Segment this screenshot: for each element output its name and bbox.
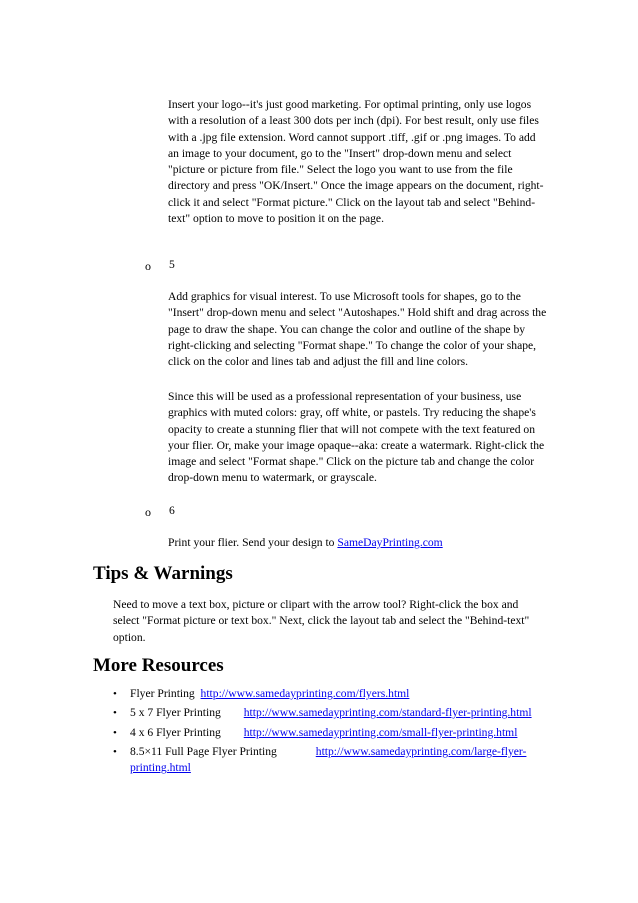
bullet-icon: • — [113, 688, 117, 700]
step-6-text — [168, 535, 548, 551]
resources-list — [113, 686, 553, 779]
resource-label: 4 x 6 Flyer Printing — [130, 725, 221, 739]
samedayprinting-link[interactable]: SameDayPrinting.com — [337, 536, 443, 549]
bullet-icon: • — [113, 745, 117, 758]
step-4-text: Insert your logo--it's just good marketing. For optimal printing, only use logos with a resolution of a least 300 dots per inch (dpi). For best result, only use files with a .jpg file extension. Word cannot support .tiff, .gif or .png images. To add an image to your document, go to the "Insert" drop-down menu and select "picture or picture from file." Select the logo you want to use from the file directory and press "OK/Insert." Once the image appears on the document, right-click it and select "Format picture." Click on the layout tab and select "Behind-text" option to move to position it on the page. — [168, 98, 544, 226]
step-5-paragraph-2: Since this will be used as a professional representation of your business, use graphics with muted colors: gray, off white, or pastels. Try reducing the shape's opacity to create a stunning flier that will not compete with the text featured on your flier. Or, make your image opaque--aka: create a watermark. Right-click the image and select "Format shape." Click on the picture tab and change the color drop-down menu to watermark, or grayscale. — [168, 390, 545, 485]
step-5-bullet: o — [145, 259, 151, 273]
resource-item — [113, 686, 553, 702]
resource-item — [113, 705, 553, 721]
resource-link[interactable]: http://www.samedayprinting.com/small-flyer-printing.html — [243, 725, 518, 739]
resource-item — [113, 725, 553, 741]
resources-heading: More Resources — [93, 655, 224, 676]
bullet-icon: • — [113, 726, 117, 739]
step-6-number: 6 — [169, 504, 175, 517]
resource-link[interactable]: http://www.samedayprinting.com/large-flyer-printing.html — [130, 744, 527, 775]
resource-item — [113, 744, 553, 777]
tips-heading: Tips & Warnings — [93, 563, 233, 584]
step-5-paragraph-1: Add graphics for visual interest. To use Microsoft tools for shapes, go to the "Insert" drop-down menu and select "Autoshapes." Hold shift and drag across the page to draw the shape. You can change the color and outline of the shape by right-clicking and selecting "Format shape." To change the color of your shape, click on the color and lines tab and adjust the fill and line colors. — [168, 290, 547, 369]
step-6-bullet: o — [145, 505, 151, 519]
resource-label: 8.5×11 Full Page Flyer Printing — [130, 744, 277, 758]
resource-link[interactable]: http://www.samedayprinting.com/standard-flyer-printing.html — [243, 706, 532, 720]
resource-label: Flyer Printing — [130, 687, 195, 700]
step-5-number: 5 — [169, 258, 175, 271]
step-6-text-body: Print your flier. Send your design to — [168, 536, 338, 549]
bullet-icon: • — [113, 707, 117, 720]
resource-label: 5 x 7 Flyer Printing — [130, 706, 221, 720]
tips-text: Need to move a text box, picture or clipart with the arrow tool? Right-click the box and select "Format picture or text box." Next, click the layout tab and select the "Behind-text" option. — [113, 598, 530, 644]
resource-link[interactable]: http://www.samedayprinting.com/flyers.html — [200, 687, 410, 700]
